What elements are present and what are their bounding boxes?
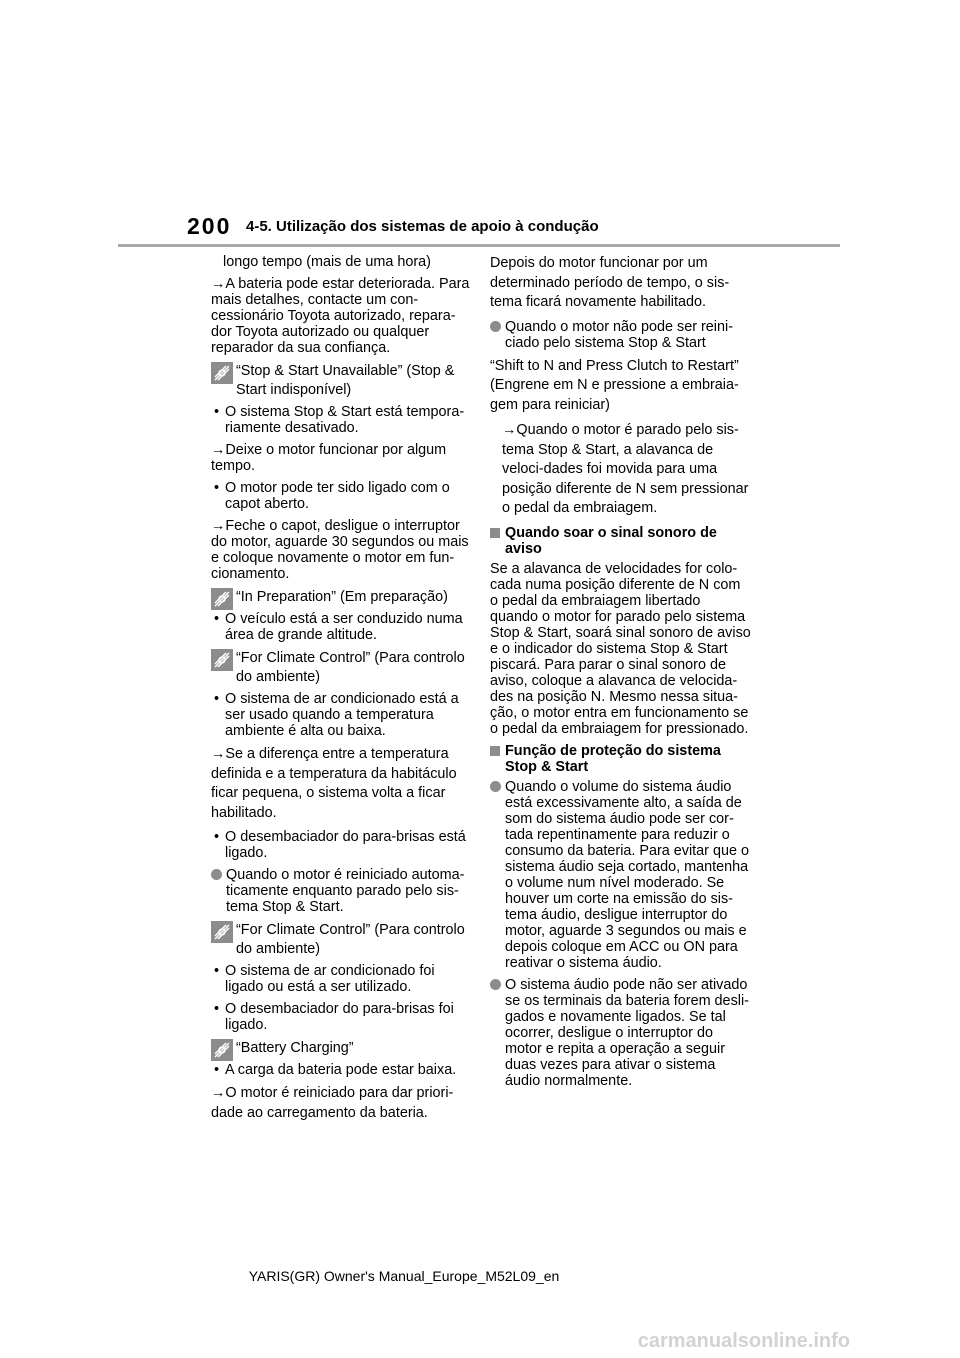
list-item: • O sistema de ar condicionado está a ser usado quando a temperatura ambiente é alta ou baixa. [211, 691, 471, 739]
warning-message: “For Climate Control” (Para controlo do ambiente) [211, 921, 471, 959]
paragraph: →A bateria pode estar deteriorada. Para mais detalhes, contacte um con-cessionário Toyota autorizado, repara-dor Toyota autorizado ou qualquer reparador da sua confiança. [211, 276, 470, 356]
arrow-icon: → [211, 1085, 226, 1101]
subsection-heading: Quando soar o sinal sonoro de aviso [490, 525, 752, 557]
paragraph: →Se a diferença entre a temperatura definida e a temperatura da habitáculo ficar pequena, o sistema volta a ficar habilitado. [211, 746, 457, 821]
square-heading-marker [490, 746, 500, 756]
paragraph: longo tempo (mais de uma hora) [223, 254, 431, 270]
warning-message: “Battery Charging” [211, 1039, 471, 1058]
paragraph: →Feche o capot, desligue o interruptor do motor, aguarde 30 segundos ou mais e coloque novamente o motor em fun-cionamento. [211, 518, 469, 582]
page-footer [0, 1268, 960, 1284]
footer-text: YARIS(GR) Owner's Manual_Europe_M52L09_en [248, 1268, 560, 1284]
paragraph: Se a alavanca de velocidades for colo-cada numa posição diferente de N com o pedal da embraiagem libertado quando o motor for parado pelo sistema Stop & Start, soará sinal sonoro de aviso e o indicador do sistema Stop & Start piscará. Para parar o sinal sonoro de aviso, coloque a alavanca de velocida-des na posição N. Mesmo nessa situa-ção, o motor entra em funcionamento se o pedal da embraiagem for pressionado. [490, 560, 751, 737]
paragraph: “Shift to N and Press Clutch to Restart” (Engrene em N e pressione a embraia-gem para reiniciar) [490, 357, 739, 413]
arrow-icon: → [211, 518, 226, 534]
display-message-icon [211, 362, 233, 384]
paragraph: →O motor é reiniciado para dar priori-dade ao carregamento da bateria. [211, 1085, 454, 1121]
list-item: • O desembaciador do para-brisas está ligado. [211, 829, 471, 861]
display-message-icon [211, 588, 233, 610]
list-item: • O desembaciador do para-brisas foi ligado. [211, 1001, 471, 1033]
arrow-icon: → [211, 442, 226, 458]
list-item: Quando o motor não pode ser reini-ciado pelo sistema Stop & Start [490, 319, 752, 351]
paragraph: →Quando o motor é parado pelo sis-tema Stop & Start, a alavanca de veloci-dades foi movida para uma posição diferente de N sem pressionar o pedal da embraiagem. [502, 422, 749, 516]
arrow-icon: → [211, 746, 226, 762]
list-item: O sistema áudio pode não ser ativado se os terminais da bateria forem desli-gados e novamente ligados. Se tal ocorrer, desligue o interruptor do motor e repita a operação a seguir duas vezes para ativar o sistema áudio normalmente. [490, 977, 752, 1089]
page-header [0, 0, 960, 250]
right-column [490, 254, 752, 1095]
section-title: 4-5. Utilização dos sistemas de apoio à condução [246, 218, 599, 235]
paragraph: Depois do motor funcionar por um determinado período de tempo, o sis-tema ficará novamente habilitado. [490, 255, 730, 310]
square-heading-marker [490, 528, 500, 538]
warning-message: “For Climate Control” (Para controlo do ambiente) [211, 649, 471, 687]
list-item: • O sistema Stop & Start está tempora-riamente desativado. [211, 404, 471, 436]
page-number: 200 [187, 213, 232, 239]
list-item: Quando o volume do sistema áudio está excessivamente alto, a saída de som do sistema áudio pode ser cor-tada repentinamente para reduzir o consumo da bateria. Para evitar que o sistema áudio seja cortado, mantenha o volume num nível moderado. Se houver um corte na emissão do sis-tema áudio, desligue interruptor do motor, aguarde 3 segundos ou mais e depois coloque em ACC ou ON para reativar o sistema áudio. [490, 779, 752, 971]
warning-message: “In Preparation” (Em preparação) [211, 588, 471, 607]
list-item: Quando o motor é reiniciado automa-ticamente enquanto parado pelo sis-tema Stop & Start. [211, 867, 471, 915]
subsection-heading: Função de proteção do sistema Stop & Start [490, 743, 752, 775]
circle-bullet [490, 979, 501, 990]
display-message-icon [211, 649, 233, 671]
left-column [211, 254, 471, 1129]
display-message-icon [211, 1039, 233, 1061]
display-message-icon [211, 921, 233, 943]
arrow-icon: → [211, 276, 226, 292]
warning-message: “Stop & Start Unavailable” (Stop & Start indisponível) [211, 362, 471, 400]
circle-bullet [211, 869, 222, 880]
list-item: • O motor pode ter sido ligado com o capot aberto. [211, 480, 471, 512]
list-item: • A carga da bateria pode estar baixa. [211, 1062, 471, 1078]
circle-bullet [490, 781, 501, 792]
watermark: carmanualsonline.info [637, 1330, 850, 1352]
list-item: • O sistema de ar condicionado foi ligado ou está a ser utilizado. [211, 963, 471, 995]
header-rule [118, 244, 840, 247]
paragraph: →Deixe o motor funcionar por algum tempo. [211, 442, 447, 474]
list-item: • O veículo está a ser conduzido numa área de grande altitude. [211, 611, 471, 643]
arrow-icon: → [502, 422, 517, 438]
circle-bullet [490, 321, 501, 332]
